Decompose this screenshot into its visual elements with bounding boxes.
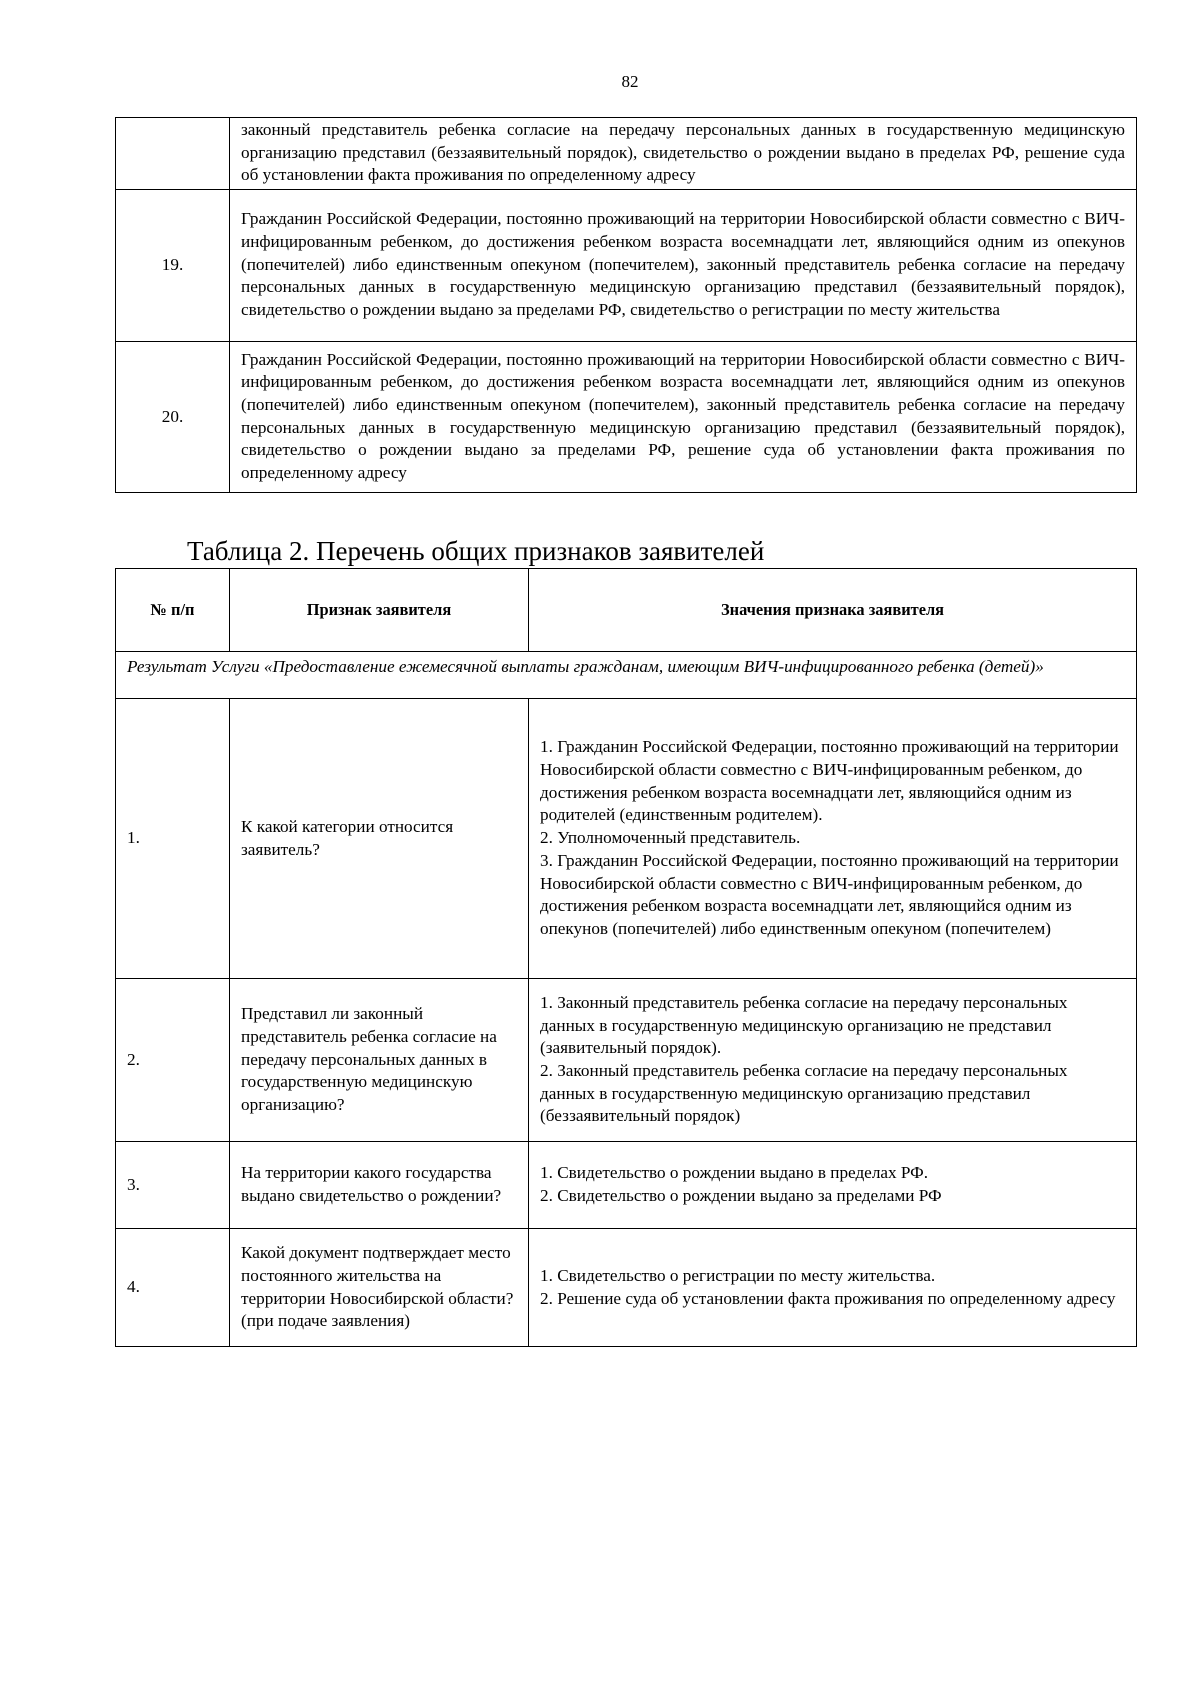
row-description-cell: Гражданин Российской Федерации, постоянно проживающий на территории Новосибирской области совместно с ВИЧ-инфицированным ребенком, до достижения ребенком возраста восемнадцати лет, являющийся одним из опекунов (попечителей) либо единственным опекуном (попечителем), законный представитель ребенка согласие на передачу персональных данных в государственную медицинскую организацию представил (беззаявительный порядок), свидетельство о рождении выдано за пределами РФ, свидетельство о регистрации по месту жительства — [230, 190, 1137, 342]
table-row — [116, 342, 1137, 493]
feature-question-cell: К какой категории относится заявитель? — [230, 699, 529, 979]
row-number-cell: 19. — [116, 190, 230, 342]
feature-value: 3. Гражданин Российской Федерации, постоянно проживающий на территории Новосибирской области совместно с ВИЧ-инфицированным ребенком, до достижения ребенком возраста восемнадцати лет, являющийся одним из опекунов (попечителей) либо единственным опекуном (попечителем) — [540, 850, 1119, 938]
page-number: 82 — [621, 72, 639, 91]
row-number-cell: 1. — [116, 699, 230, 979]
feature-value: 1. Свидетельство о рождении выдано в пределах РФ. — [540, 1163, 929, 1183]
column-header-feature: Признак заявителя — [230, 569, 529, 652]
row-description-cell: законный представитель ребенка согласие на передачу персональных данных в государственную медицинскую организацию представил (беззаявительный порядок), свидетельство о рождении выдано в пределах РФ, решение суда об установлении факта проживания по определенному адресу — [230, 118, 1137, 190]
feature-value: 2. Решение суда об установлении факта проживания по определенному адресу — [540, 1288, 1116, 1308]
feature-values-cell — [529, 1142, 1137, 1229]
row-number-cell: 2. — [116, 979, 230, 1142]
feature-value: 1. Законный представитель ребенка согласие на передачу персональных данных в государственную медицинскую организацию не представил (заявительный порядок). — [540, 992, 1068, 1058]
feature-values-cell — [529, 1229, 1137, 1347]
row-number-cell — [116, 118, 230, 190]
table-row — [116, 699, 1137, 979]
column-header-values: Значения признака заявителя — [529, 569, 1137, 652]
section-title: Результат Услуги «Предоставление ежемесячной выплаты гражданам, имеющим ВИЧ-инфицированного ребенка (детей)» — [116, 652, 1137, 699]
column-header-number: № п/п — [116, 569, 230, 652]
row-number-cell: 4. — [116, 1229, 230, 1347]
table-row — [116, 190, 1137, 342]
table2-title: Таблица 2. Перечень общих признаков заявителей — [187, 536, 765, 566]
feature-value: 2. Свидетельство о рождении выдано за пределами РФ — [540, 1186, 942, 1205]
row-number-cell: 20. — [116, 342, 230, 493]
feature-value: 1. Гражданин Российской Федерации, постоянно проживающий на территории Новосибирской области совместно с ВИЧ-инфицированным ребенком, до достижения ребенком возраста восемнадцати лет, являющийся одним из родителей (единственным родителем). — [540, 737, 1119, 825]
table-row — [116, 979, 1137, 1142]
feature-value: 2. Законный представитель ребенка согласие на передачу персональных данных в государственную медицинскую организацию представил (беззаявительный порядок) — [540, 1061, 1068, 1126]
feature-question-cell: На территории какого государства выдано свидетельство о рождении? — [230, 1142, 529, 1229]
row-description-cell: Гражданин Российской Федерации, постоянно проживающий на территории Новосибирской области совместно с ВИЧ-инфицированным ребенком, до достижения ребенком возраста восемнадцати лет, являющийся одним из опекунов (попечителей) либо единственным опекуном (попечителем), законный представитель ребенка согласие на передачу персональных данных в государственную медицинскую организацию представил (беззаявительный порядок), свидетельство о рождении выдано за пределами РФ, решение суда об установлении факта проживания по определенному адресу — [230, 342, 1137, 493]
feature-question-cell: Представил ли законный представитель ребенка согласие на передачу персональных данных в государственную медицинскую организацию? — [230, 979, 529, 1142]
table-row — [116, 118, 1137, 190]
feature-value: 1. Свидетельство о регистрации по месту жительства. — [540, 1265, 936, 1285]
feature-value: 2. Уполномоченный представитель. — [540, 828, 801, 848]
table-header-row — [116, 569, 1137, 652]
applicant-variants-table-continued — [115, 117, 1137, 493]
row-number-cell: 3. — [116, 1142, 230, 1229]
applicant-features-table — [115, 568, 1137, 1347]
section-row — [116, 652, 1137, 699]
table-row — [116, 1229, 1137, 1347]
table-row — [116, 1142, 1137, 1229]
feature-question-cell: Какой документ подтверждает место постоянного жительства на территории Новосибирской области? (при подаче заявления) — [230, 1229, 529, 1347]
feature-values-cell — [529, 699, 1137, 979]
feature-values-cell — [529, 979, 1137, 1142]
